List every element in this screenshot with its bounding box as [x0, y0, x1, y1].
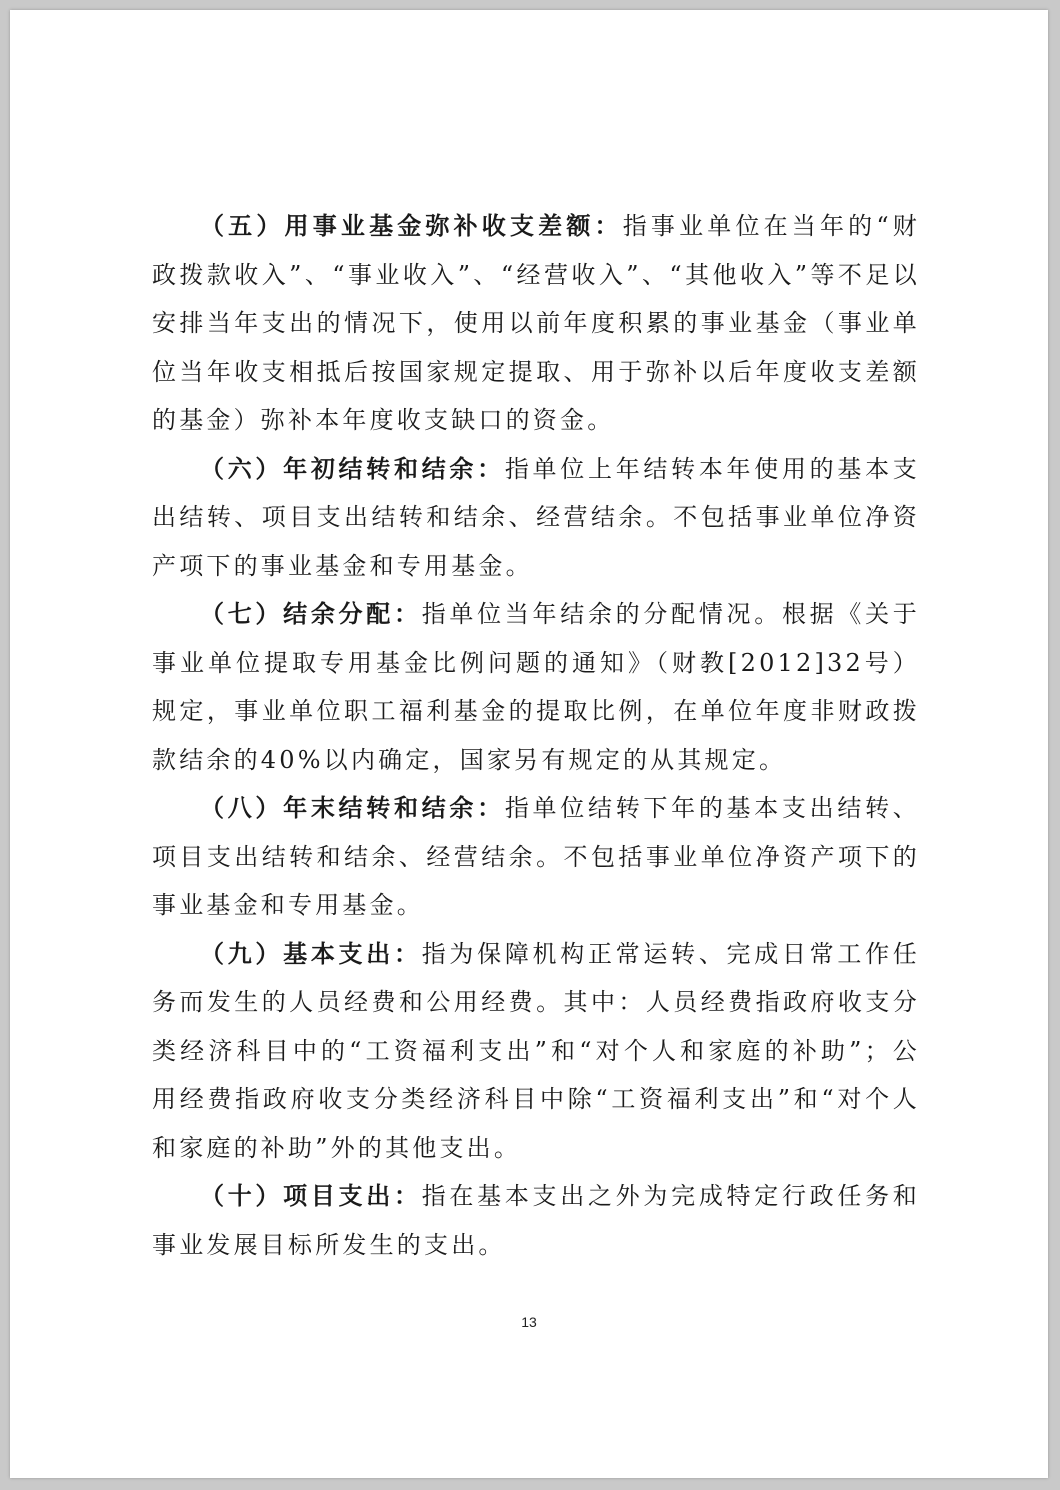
paragraph-body: 指为保障机构正常运转、完成日常工作任务而发生的人员经费和公用经费。其中：人员经费指政府收支分类经济科目中的“工资福利支出”和“对个人和家庭的补助”；公用经费指政府收支分类经济科目中除“工资福利支出”和“对个人和家庭的补助”外的其他支出。: [152, 939, 920, 1162]
paragraph-heading: （七）结余分配：: [200, 599, 422, 628]
paragraph-body: 指单位当年结余的分配情况。根据《关于事业单位提取专用基金比例问题的通知》（财教[2012]32号）规定，事业单位职工福利基金的提取比例，在单位年度非财政拨款结余的40%以内确定，国家另有规定的从其规定。: [152, 600, 920, 774]
paragraph-body: 指单位结转下年的基本支出结转、项目支出结转和结余、经营结余。不包括事业单位净资产项下的事业基金和专用基金。: [152, 794, 921, 919]
paragraph-opening-balance: [152, 445, 920, 591]
paragraph-heading: （五）用事业基金弥补收支差额：: [200, 211, 623, 240]
paragraph-heading: （八）年末结转和结余：: [200, 793, 505, 822]
paragraph-heading: （十）项目支出：: [200, 1181, 422, 1210]
paragraph-body: 指在基本支出之外为完成特定行政任务和事业发展目标所发生的支出。: [152, 1182, 920, 1259]
paragraph-body: 指单位上年结转本年使用的基本支出结转、项目支出结转和结余、经营结余。不包括事业单位净资产项下的事业基金和专用基金。: [152, 454, 921, 580]
paragraph-body: 指事业单位在当年的“财政拨款收入”、“事业收入”、“经营收入”、“其他收入”等不足以安排当年支出的情况下，使用以前年度积累的事业基金（事业单位当年收支相抵后按国家规定提取、用于弥补以后年度收支差额的基金）弥补本年度收支缺口的资金。: [152, 212, 921, 434]
paragraph-heading: （九）基本支出：: [200, 938, 422, 968]
paragraph-closing-balance: [152, 784, 920, 930]
page-content: [152, 202, 920, 1269]
paragraph-surplus-distribution: [152, 590, 920, 784]
paragraph-heading: （六）年初结转和结余：: [200, 453, 505, 483]
paragraph-basic-expenditure: [152, 930, 920, 1173]
paragraph-fund-subsidy: [152, 202, 920, 445]
page-number: 13: [521, 1314, 537, 1330]
document-page: [10, 10, 1048, 1478]
paragraph-project-expenditure: [152, 1172, 920, 1269]
